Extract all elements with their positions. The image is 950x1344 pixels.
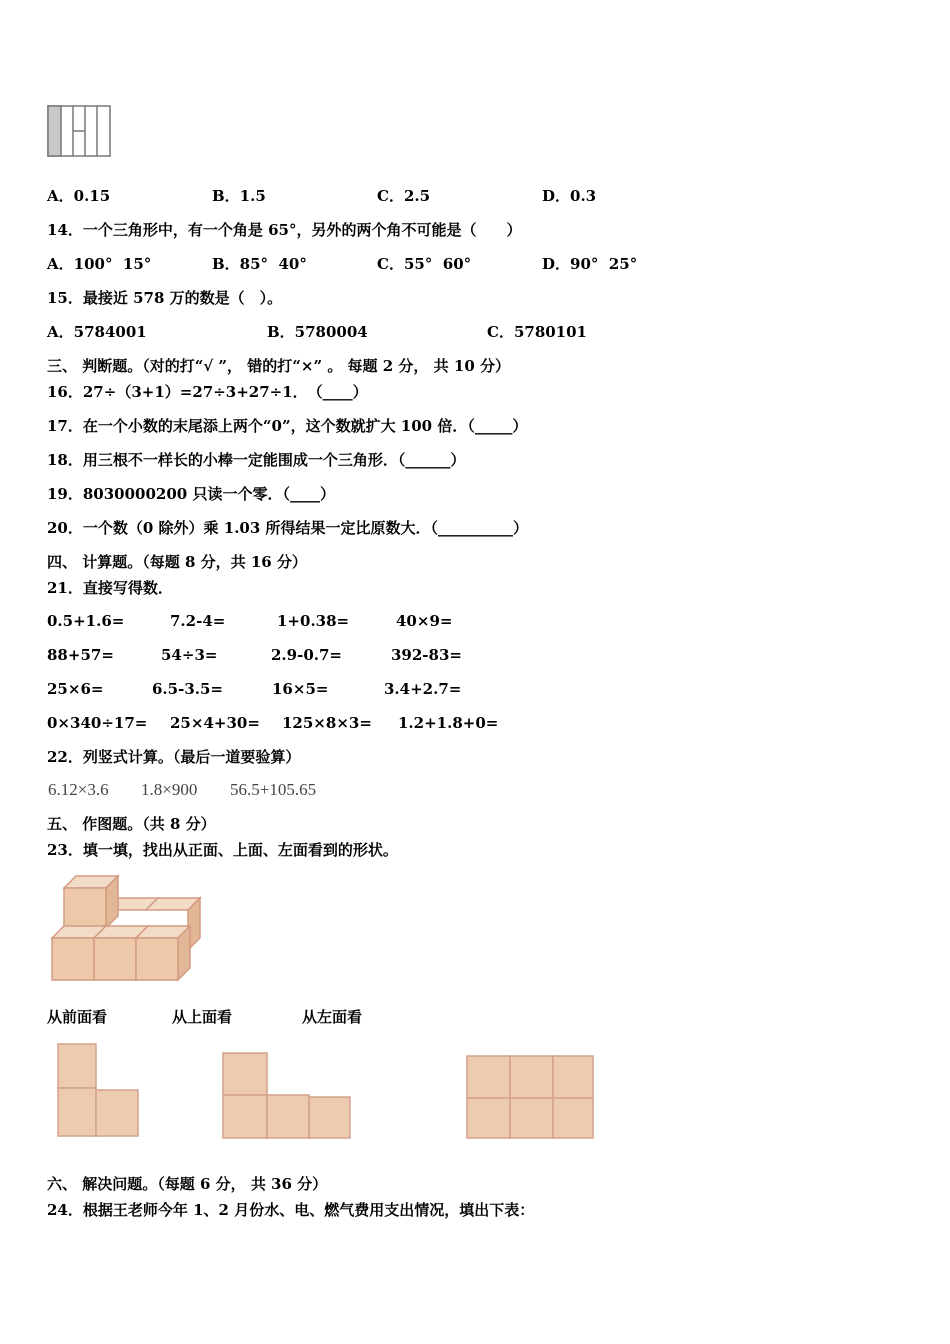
view-label-left: 从左面看 <box>302 1008 363 1026</box>
calc-item: 40×9= <box>396 612 453 630</box>
q14-stem: 14．一个三角形中，有一个角是 65°，另外的两个角不可能是（ ） <box>47 221 522 239</box>
vertical-calc-item: 6.12×3.6 <box>48 780 109 799</box>
calc-item: 392-83= <box>391 646 462 664</box>
q14-option-a[interactable]: A．100° 15° <box>47 255 152 273</box>
q13-option-d[interactable]: D．0.3 <box>542 187 597 205</box>
view-shape-top[interactable] <box>220 1050 355 1142</box>
calc-item: 16×5= <box>272 680 329 698</box>
view-label-front: 从前面看 <box>47 1008 108 1026</box>
q15-option-c[interactable]: C．5780101 <box>487 323 587 341</box>
section3-title: 三、 判断题。（对的打“√ ”， 错的打“×” 。 每题 2 分， 共 10 分） <box>47 357 510 375</box>
cube-stack-figure <box>48 872 208 988</box>
calc-item: 1.2+1.8+0= <box>398 714 499 732</box>
section6-title: 六、 解决问题。（每题 6 分， 共 36 分） <box>47 1175 328 1193</box>
calc-item: 54÷3= <box>161 646 218 664</box>
q15-option-b[interactable]: B．5780004 <box>267 323 368 341</box>
q14-option-c[interactable]: C．55° 60° <box>377 255 472 273</box>
view-label-top: 从上面看 <box>172 1008 233 1026</box>
q15-stem: 15．最接近 578 万的数是（ ）。 <box>47 289 283 307</box>
calc-item: 6.5-3.5= <box>152 680 223 698</box>
fraction-rectangle-figure <box>47 105 113 159</box>
calc-item: 88+57= <box>47 646 114 664</box>
calc-item: 125×8×3= <box>282 714 372 732</box>
vertical-calc-item: 56.5+105.65 <box>230 780 317 799</box>
q14-option-b[interactable]: B．85° 40° <box>212 255 307 273</box>
q20: 20．一个数（0 除外）乘 1.03 所得结果一定比原数大．（__________） <box>47 519 529 537</box>
q19: 19．8030000200 只读一个零．（____） <box>47 485 335 503</box>
q14-option-d[interactable]: D．90° 25° <box>542 255 638 273</box>
calc-item: 1+0.38= <box>277 612 350 630</box>
calc-item: 25×6= <box>47 680 104 698</box>
q13-option-b[interactable]: B．1.5 <box>212 187 266 205</box>
q17: 17．在一个小数的末尾添上两个“0”，这个数就扩大 100 倍．（_____） <box>47 417 528 435</box>
calc-item: 25×4+30= <box>170 714 260 732</box>
section4-title: 四、 计算题。（每题 8 分，共 16 分） <box>47 553 307 571</box>
view-shape-front[interactable] <box>56 1040 146 1140</box>
q16: 16．27÷（3+1）=27÷3+27÷1． （____） <box>47 383 368 401</box>
q21: 21．直接写得数． <box>47 579 173 597</box>
calc-item: 0×340÷17= <box>47 714 148 732</box>
q18: 18．用三根不一样长的小棒一定能围成一个三角形．（______） <box>47 451 466 469</box>
q13-option-c[interactable]: C．2.5 <box>377 187 431 205</box>
q15-option-a[interactable]: A．5784001 <box>47 323 147 341</box>
calc-item: 0.5+1.6= <box>47 612 125 630</box>
section5-title: 五、 作图题。（共 8 分） <box>47 815 216 833</box>
calc-item: 7.2-4= <box>170 612 226 630</box>
vertical-calc-item: 1.8×900 <box>141 780 198 799</box>
calc-item: 3.4+2.7= <box>384 680 462 698</box>
q22: 22．列竖式计算。（最后一道要验算） <box>47 748 301 766</box>
calc-item: 2.9-0.7= <box>271 646 342 664</box>
q24: 24．根据王老师今年 1、2 月份水、电、燃气费用支出情况，填出下表： <box>47 1201 535 1219</box>
q13-option-a[interactable]: A．0.15 <box>47 187 111 205</box>
q23: 23．填一填，找出从正面、上面、左面看到的形状。 <box>47 841 398 859</box>
view-shape-left[interactable] <box>464 1053 596 1141</box>
